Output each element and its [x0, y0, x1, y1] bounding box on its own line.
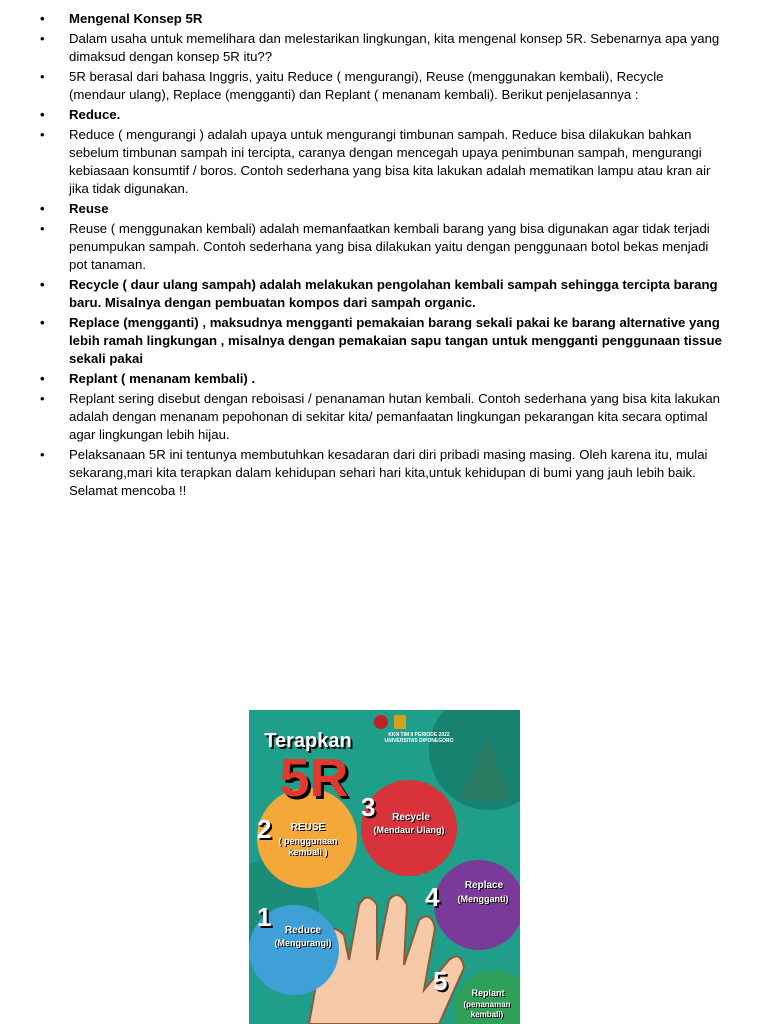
list-item [0, 10, 768, 28]
item-3-name: Recycle [392, 812, 430, 823]
poster-title-big: 5R [279, 748, 349, 808]
bullet-icon: • [40, 447, 45, 462]
bullet-icon: • [40, 315, 45, 330]
list-item [0, 276, 768, 312]
bullet-icon: • [40, 127, 45, 142]
list-item-text: Replant sering disebut dengan reboisasi / penanaman hutan kembali. Contoh sederhana yang bisa kita lakukan adalah dengan menanam pepohonan di sekitar kita/ pemanfaatan lingkungan pekarangan kita secara optimal agar lingkungan lebih hijau. [69, 391, 721, 442]
item-5-number: 5 [433, 966, 448, 996]
poster-5r [249, 710, 520, 1024]
item-3-number: 3 [361, 792, 376, 822]
list-item-text: Reduce. [69, 107, 121, 122]
list-item [0, 30, 768, 66]
bullet-icon: • [40, 31, 45, 46]
poster-org-line1: KKN TIM II PERIODE 2022 [388, 732, 450, 738]
item-2-sub: ( penggunaan kembali ) [278, 836, 338, 857]
list-item-text: Reuse ( menggunakan kembali) adalah memanfaatkan kembali barang yang bisa digunakan agar tidak terjadi penumpukan sampah. Contoh sederhana yang bisa dilakukan yaitu dengan penggunaan botol bekas menjadi pot tanaman. [69, 221, 710, 272]
list-item [0, 220, 768, 274]
item-1-number: 1 [257, 902, 272, 932]
item-5-sub: (penanaman kembali) [463, 1000, 511, 1019]
bullet-icon: • [40, 277, 45, 292]
item-4-sub: (Mengganti) [457, 894, 509, 904]
list-item-text: Replant ( menanam kembali) . [69, 371, 256, 386]
list-item [0, 370, 768, 388]
list-item-text: Mengenal Konsep 5R [69, 11, 203, 26]
item-2-number: 2 [257, 814, 272, 844]
list-item-text: Dalam usaha untuk memelihara dan melestarikan lingkungan, kita mengenal konsep 5R. Sebenarnya apa yang dimaksud dengan konsep 5R itu?? [69, 31, 720, 64]
bullet-list [0, 10, 768, 500]
list-item [0, 314, 768, 368]
poster-title-top: Terapkan [264, 730, 352, 752]
bullet-icon: • [40, 107, 45, 122]
bullet-icon: • [40, 391, 45, 406]
item-2-name: REUSE [290, 822, 326, 833]
bullet-icon: • [40, 221, 45, 236]
regional-logo-icon [394, 715, 406, 729]
list-item [0, 106, 768, 124]
item-1-sub: (Mengurangi) [274, 938, 332, 948]
list-item [0, 126, 768, 198]
list-item [0, 390, 768, 444]
item-4-name: Replace [464, 880, 504, 891]
item-5-name: Replant [471, 988, 505, 998]
bullet-icon: • [40, 371, 45, 386]
bullet-icon: • [40, 201, 45, 216]
list-item-text: Reduce ( mengurangi ) adalah upaya untuk mengurangi timbunan sampah. Reduce bisa dilakukan bahkan sebelum timbunan sampah ini tercipta, caranya dengan mencegah upaya penimbunan sampah, mengurangi kebiasaan konsumtif / boros. Contoh sederhana yang bisa kita lakukan adalah mematikan lampu atau kran air jika tidak digunakan. [69, 127, 711, 196]
poster-org-line2: UNIVERSITAS DIPONEGORO [384, 738, 454, 744]
list-item-text: Replace (mengganti) , maksudnya mengganti pemakaian barang sekali pakai ke barang alternative yang lebih ramah lingkungan , misalnya dengan pemakaian sapu tangan untuk mengganti penggunaan tissue sekali pakai [69, 315, 722, 366]
list-item-text: Reuse [69, 201, 109, 216]
item-1-name: Reduce [284, 925, 322, 936]
document-body [0, 10, 768, 502]
item-4-number: 4 [425, 882, 440, 912]
list-item-text: Pelaksanaan 5R ini tentunya membutuhkan kesadaran dari diri pribadi masing masing. Oleh karena itu, mulai sekarang,mari kita terapkan dalam kehidupan sehari hari kita,untuk kehidupan di bumi yang jauh lebih baik. Selamat mencoba !! [69, 447, 708, 498]
bullet-icon: • [40, 11, 45, 26]
university-logo-icon [374, 715, 388, 729]
list-item-text: 5R berasal dari bahasa Inggris, yaitu Reduce ( mengurangi), Reuse (menggunakan kembali), Recycle (mendaur ulang), Replace (mengganti) dan Replant ( menanam kembali). Berikut penjelasannya : [69, 69, 664, 102]
list-item-text: Recycle ( daur ulang sampah) adalah melakukan pengolahan kembali sampah sehingga tercipta barang baru. Misalnya dengan pembuatan kompos dari sampah organic. [69, 277, 718, 310]
bullet-icon: • [40, 69, 45, 84]
item-3-sub: (Mendaur Ulang) [373, 825, 445, 835]
list-item [0, 200, 768, 218]
list-item [0, 68, 768, 104]
list-item [0, 446, 768, 500]
